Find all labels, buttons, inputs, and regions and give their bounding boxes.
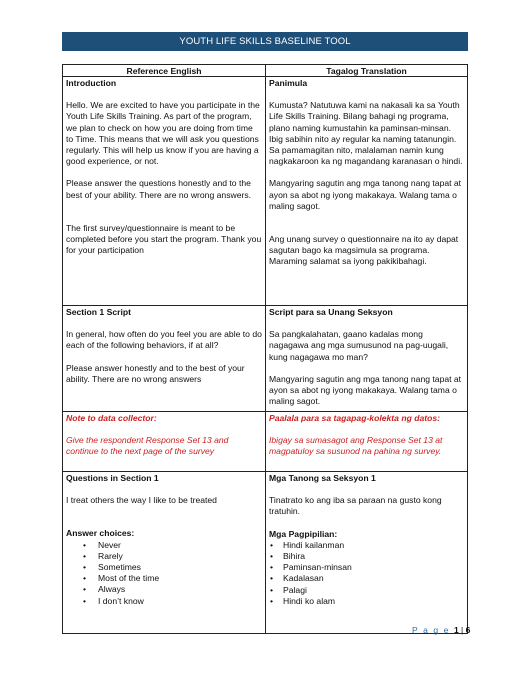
cell-note-tl xyxy=(266,412,468,472)
introduction-paragraph-tl-3: Ang unang survey o questionnaire na ito ay dapat sagutan bago ka magsimula sa programa. Maraming salamat sa iyong pakikibahagi. xyxy=(269,234,459,267)
table-row-section1-script xyxy=(63,306,468,412)
answer-choices-list-en xyxy=(66,540,262,607)
cell-questions-en xyxy=(63,472,266,634)
list-item: • Rarely xyxy=(66,551,262,562)
header-reference-english: Reference English xyxy=(63,65,266,77)
section1-paragraph-en-2: Please answer honestly and to the best of your ability. There are no wrong answers xyxy=(66,362,245,384)
answer-choices-label-tl: Mga Pagpipilian: xyxy=(269,528,338,539)
page-number: 1 xyxy=(453,625,459,635)
list-item: • Never xyxy=(66,540,262,551)
answer-choices-label-en: Answer choices: xyxy=(66,528,135,539)
introduction-paragraph-tl-2: Mangyaring sagutin ang mga tanong nang tapat at ayon sa abot ng iyong makakaya. Walang tama o maling sagot. xyxy=(269,178,462,211)
cell-section1-en xyxy=(63,306,266,412)
section1-paragraph-tl-2: Mangyaring sagutin ang mga tanong nang tapat at ayon sa abot ng iyong makakaya. Walang tama o maling sagot. xyxy=(269,373,462,407)
list-item: • Hindi kailanman xyxy=(269,540,464,551)
introduction-heading-tl: Panimula xyxy=(269,78,308,88)
table-row-introduction xyxy=(63,77,468,306)
cell-questions-tl xyxy=(266,472,468,634)
list-item: • Kadalasan xyxy=(269,573,464,584)
introduction-paragraph-tl-1: Kumusta? Natutuwa kami na nakasali ka sa Youth Life Skills Training. Bilang bahagi ng programa, plano naming kumustahin ka paminsan-minsan. Ibig sabihin nito ay regular ka naming tatanungin. Sa pamamagitan nito, malalaman namin kung nagkakaroon ka ng magandang karanasan o hindi. xyxy=(269,100,463,167)
cell-introduction-en xyxy=(63,77,266,306)
note-text-tl: Ibigay sa sumasagot ang Response Set 13 at magpatuloy sa susunod na pahina ng survey. xyxy=(269,435,443,457)
table-row-note xyxy=(63,412,468,472)
translation-table xyxy=(62,64,468,634)
introduction-heading-en: Introduction xyxy=(66,78,117,88)
section1-heading-tl: Script para sa Unang Seksyon xyxy=(269,307,393,317)
list-item: • Paminsan-minsan xyxy=(269,562,464,573)
page-footer xyxy=(412,625,470,635)
list-item: • I don’t know xyxy=(66,596,262,607)
list-item: • Hindi ko alam xyxy=(269,596,464,607)
introduction-paragraph-en-1: Hello. We are excited to have you participate in the Youth Life Skills Training. As part of the program, we plan to check on how you are doing from time to Time. This means that we will ask you questions regularly. This will help us know if you are having a good experience, or not. xyxy=(66,100,260,167)
cell-introduction-tl xyxy=(266,77,468,306)
section1-paragraph-tl-1: Sa pangkalahatan, gaano kadalas mong nagagawa ang mga sumusunod na pag-uugali, kung nagagawa mo man? xyxy=(269,329,449,362)
section1-heading-en: Section 1 Script xyxy=(66,307,131,317)
header-tagalog-translation: Tagalog Translation xyxy=(266,65,468,77)
introduction-paragraph-en-2: Please answer the questions honestly and to the best of your ability. There are no wrong answers. xyxy=(66,178,252,200)
page-word: P a g e xyxy=(412,625,450,635)
cell-note-en xyxy=(63,412,266,472)
section1-paragraph-en-1: In general, how often do you feel you are able to do each of the following behaviors, if at all? xyxy=(66,329,262,351)
question-1-en: I treat others the way I like to be treated xyxy=(66,495,217,506)
questions-heading-en: Questions in Section 1 xyxy=(66,473,159,483)
list-item: • Sometimes xyxy=(66,562,262,573)
note-heading-en: Note to data collector: xyxy=(66,413,157,423)
questions-heading-tl: Mga Tanong sa Seksyon 1 xyxy=(269,473,376,483)
introduction-paragraph-en-3: The first survey/questionnaire is meant to be completed before you start the program. Thank you for your participation xyxy=(66,222,262,256)
list-item: • Always xyxy=(66,584,262,595)
note-text-en: Give the respondent Response Set 13 and continue to the next page of the survey xyxy=(66,435,229,457)
list-item: • Most of the time xyxy=(66,573,262,584)
table-row-questions xyxy=(63,472,468,634)
page-total: 6 xyxy=(465,625,471,635)
cell-section1-tl xyxy=(266,306,468,412)
question-1-tl: Tinatrato ko ang iba sa paraan na gusto kong tratuhin. xyxy=(269,495,442,517)
table-header-row xyxy=(63,65,468,77)
list-item: • Bihira xyxy=(269,551,464,562)
answer-choices-list-tl xyxy=(269,540,464,607)
note-heading-tl: Paalala para sa tagapag-kolekta ng datos: xyxy=(269,413,440,423)
list-item: • Palagi xyxy=(269,585,464,596)
page-separator: | xyxy=(458,625,466,635)
document-title-banner: YOUTH LIFE SKILLS BASELINE TOOL xyxy=(62,32,468,51)
